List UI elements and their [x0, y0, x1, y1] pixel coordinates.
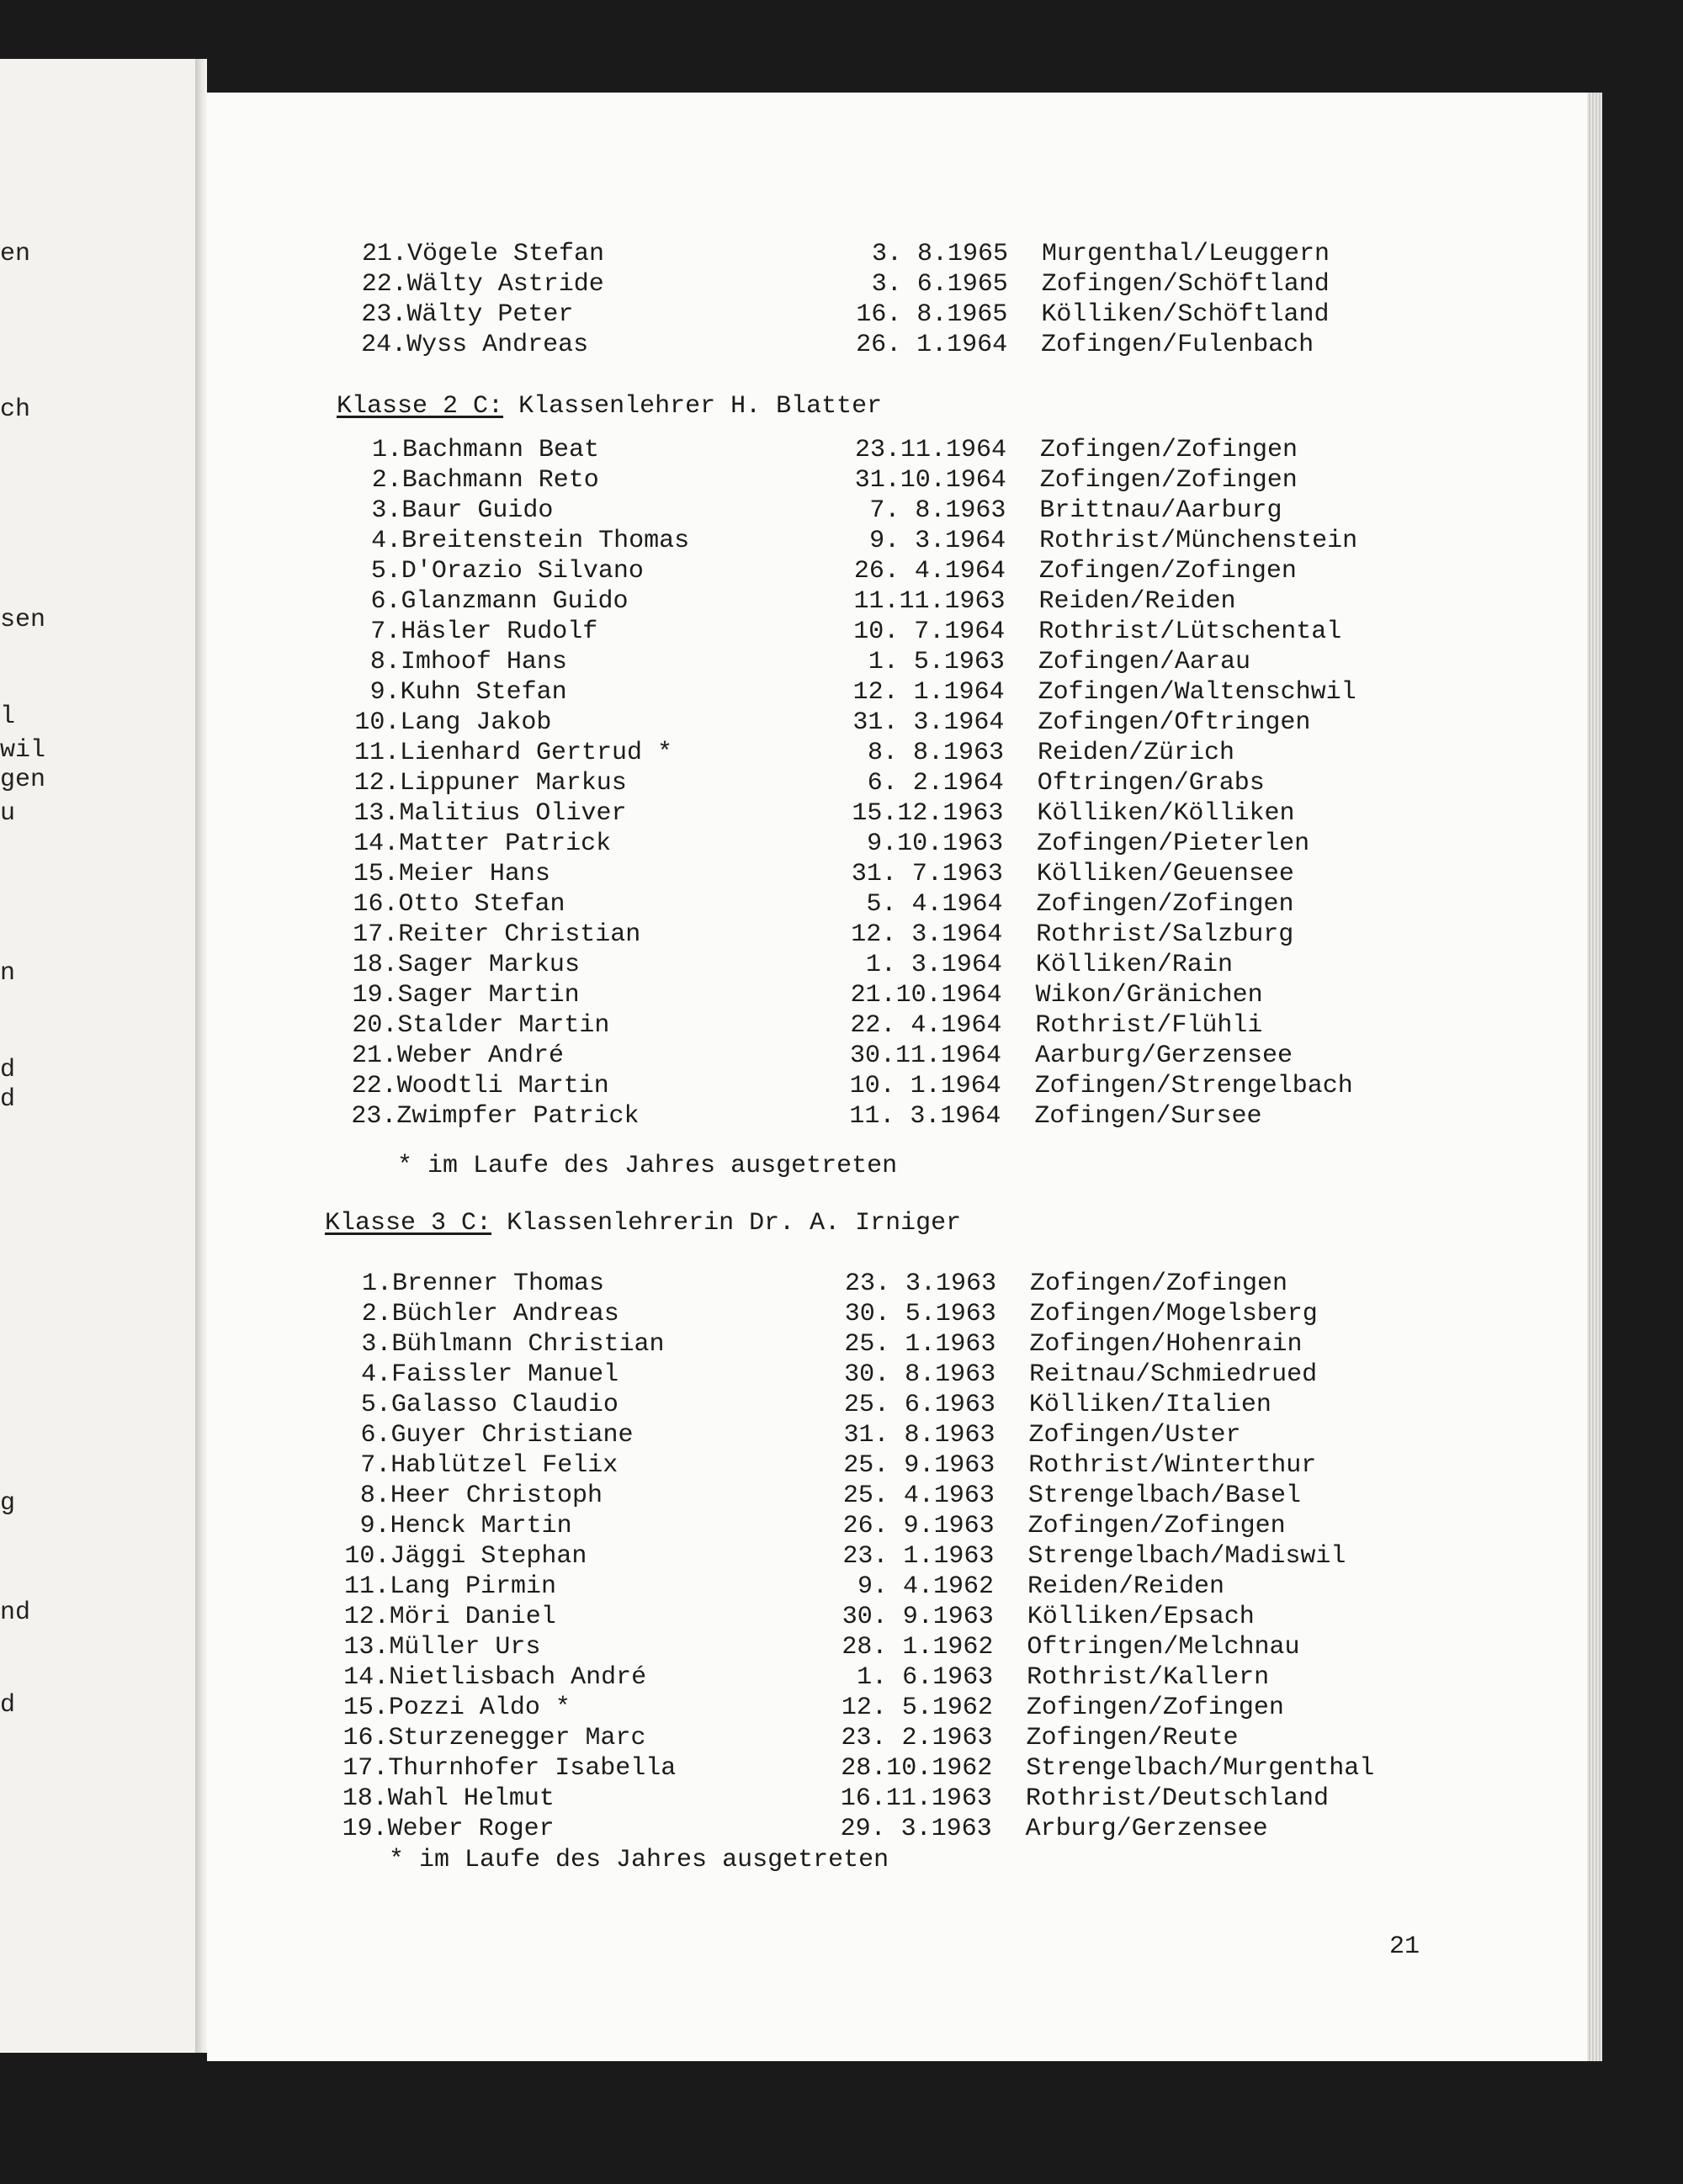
student-name: Weber André	[397, 1042, 565, 1070]
home-place: Reitnau/Schmiedrued	[1029, 1360, 1318, 1389]
home-place: Kölliken/Schöftland	[1041, 300, 1330, 329]
class-list	[207, 93, 1587, 2061]
student-name: Vögele Stefan	[407, 240, 605, 268]
row-number: 15.	[353, 860, 399, 888]
student-name: Wahl Helmut	[387, 1784, 555, 1813]
home-place: Zofingen/Oftringen	[1038, 708, 1311, 737]
home-place: Aarburg/Gerzensee	[1035, 1042, 1293, 1070]
birth-date: 21.10.1964	[850, 981, 1002, 1010]
birth-date: 12. 1.1964	[852, 678, 1005, 707]
birth-date: 3. 8.1965	[872, 240, 1009, 268]
home-place: Zofingen/Zofingen	[1026, 1694, 1284, 1722]
home-place: Zofingen/Aarau	[1038, 648, 1250, 676]
birth-date: 8. 8.1963	[868, 739, 1005, 767]
home-place: Rothrist/Flühli	[1035, 1011, 1263, 1040]
row-number: 21.	[362, 240, 408, 268]
birth-date: 1. 5.1963	[868, 648, 1005, 676]
student-name: Faissler Manuel	[391, 1360, 619, 1389]
scan-background	[207, 59, 1602, 93]
row-number: 4.	[371, 527, 402, 555]
home-place: Strengelbach/Madiswil	[1027, 1542, 1346, 1571]
row-number: 10.	[354, 708, 401, 737]
left-page-text-fragment: gen	[0, 766, 46, 794]
document-page	[207, 93, 1587, 2061]
row-number: 22.	[351, 1072, 397, 1100]
home-place: Rothrist/Kallern	[1027, 1663, 1270, 1692]
home-place: Oftringen/Melchnau	[1027, 1633, 1300, 1662]
row-number: 2.	[371, 466, 402, 495]
birth-date: 23. 2.1963	[841, 1724, 993, 1752]
birth-date: 16. 8.1965	[856, 300, 1008, 329]
birth-date: 11.11.1963	[853, 587, 1006, 616]
student-name: Sturzenegger Marc	[388, 1724, 646, 1752]
home-place: Brittnau/Aarburg	[1039, 496, 1282, 525]
home-place: Reiden/Reiden	[1027, 1572, 1225, 1601]
home-place: Rothrist/Lütschental	[1038, 618, 1342, 646]
birth-date: 31. 7.1963	[851, 860, 1003, 888]
home-place: Zofingen/Schöftland	[1041, 270, 1330, 299]
class-2c-label: Klasse 2 C:	[337, 392, 504, 421]
birth-date: 9.10.1963	[867, 830, 1004, 858]
page-stack-edge	[1587, 93, 1602, 2061]
birth-date: 31. 8.1963	[843, 1421, 995, 1450]
row-number: 7.	[360, 1451, 391, 1480]
row-number: 12.	[343, 1603, 390, 1631]
home-place: Rothrist/Deutschland	[1025, 1784, 1329, 1813]
student-name: Müller Urs	[389, 1633, 541, 1662]
student-name: Malitius Oliver	[399, 799, 627, 828]
class-3c-label: Klasse 3 C:	[325, 1209, 492, 1238]
birth-date: 6. 2.1964	[867, 769, 1004, 798]
row-number: 23.	[351, 1102, 397, 1131]
home-place: Rothrist/Münchenstein	[1039, 527, 1358, 555]
home-place: Kölliken/Geuensee	[1036, 860, 1294, 888]
left-page-text-fragment: d	[0, 1691, 16, 1720]
home-place: Zofingen/Zofingen	[1038, 557, 1297, 586]
home-place: Reiden/Zürich	[1038, 739, 1235, 767]
home-place: Zofingen/Mogelsberg	[1029, 1300, 1318, 1328]
row-number: 1.	[372, 436, 403, 464]
birth-date: 26. 1.1964	[856, 331, 1008, 359]
home-place: Zofingen/Waltenschwil	[1038, 678, 1356, 707]
row-number: 16.	[353, 890, 399, 919]
left-page-text-fragment: g	[0, 1489, 16, 1518]
home-place: Zofingen/Zofingen	[1039, 466, 1298, 495]
birth-date: 29. 3.1963	[840, 1815, 992, 1843]
birth-date: 10. 7.1964	[853, 618, 1006, 646]
row-number: 18.	[342, 1784, 388, 1813]
left-page-text-fragment: d	[0, 1085, 16, 1114]
student-name: Imhoof Hans	[400, 648, 567, 676]
student-name: Lienhard Gertrud *	[400, 739, 673, 767]
student-name: Woodtli Martin	[396, 1072, 609, 1100]
row-number: 5.	[360, 1391, 391, 1419]
student-name: Thurnhofer Isabella	[388, 1754, 677, 1783]
student-name: Sager Martin	[397, 981, 580, 1010]
home-place: Kölliken/Epsach	[1027, 1603, 1255, 1631]
row-number: 17.	[342, 1754, 389, 1783]
row-number: 23.	[361, 300, 407, 329]
student-name: Pozzi Aldo *	[388, 1694, 571, 1722]
birth-date: 12. 3.1964	[851, 920, 1003, 949]
left-page-text-fragment: en	[0, 240, 31, 268]
row-number: 3.	[371, 496, 402, 525]
home-place: Kölliken/Italien	[1028, 1391, 1272, 1419]
left-page-text-fragment: l	[0, 702, 16, 731]
student-name: Heer Christoph	[390, 1482, 603, 1510]
row-number: 11.	[344, 1572, 390, 1601]
birth-date: 9. 4.1962	[857, 1572, 995, 1601]
home-place: Strengelbach/Basel	[1027, 1482, 1301, 1510]
birth-date: 31. 3.1964	[852, 708, 1005, 737]
home-place: Kölliken/Kölliken	[1037, 799, 1295, 828]
left-page-text-fragment: sen	[0, 606, 46, 634]
home-place: Zofingen/Zofingen	[1036, 890, 1294, 919]
birth-date: 15.12.1963	[852, 799, 1004, 828]
student-name: D'Orazio Silvano	[401, 557, 644, 586]
birth-date: 1. 6.1963	[857, 1663, 994, 1692]
home-place: Zofingen/Sursee	[1034, 1102, 1262, 1131]
row-number: 20.	[352, 1011, 398, 1040]
birth-date: 23. 1.1963	[842, 1542, 995, 1571]
row-number: 9.	[359, 1512, 390, 1540]
home-place: Zofingen/Fulenbach	[1041, 331, 1314, 359]
student-name: Jäggi Stephan	[390, 1542, 587, 1571]
row-number: 13.	[353, 799, 400, 828]
row-number: 6.	[370, 587, 401, 616]
student-name: Lippuner Markus	[399, 769, 627, 798]
birth-date: 30. 5.1963	[844, 1300, 996, 1328]
student-name: Zwimpfer Patrick	[396, 1102, 640, 1131]
left-page-text-fragment: u	[0, 799, 16, 828]
home-place: Strengelbach/Murgenthal	[1026, 1754, 1375, 1783]
birth-date: 25. 4.1963	[842, 1482, 995, 1510]
home-place: Reiden/Reiden	[1038, 587, 1236, 616]
birth-date: 9. 3.1964	[869, 527, 1006, 555]
student-name: Wyss Andreas	[406, 331, 589, 359]
row-number: 7.	[370, 618, 401, 646]
row-number: 12.	[353, 769, 400, 798]
birth-date: 26. 4.1964	[853, 557, 1006, 586]
home-place: Rothrist/Salzburg	[1036, 920, 1294, 949]
row-number: 3.	[361, 1330, 392, 1359]
birth-date: 23.11.1964	[855, 436, 1007, 464]
row-number: 24.	[361, 331, 407, 359]
left-page-text-fragment: wil	[0, 736, 46, 765]
row-number: 19.	[342, 1815, 388, 1843]
birth-date: 28. 1.1962	[842, 1633, 994, 1662]
row-number: 6.	[360, 1421, 391, 1450]
row-number: 8.	[359, 1482, 390, 1510]
home-place: Zofingen/Strengelbach	[1034, 1072, 1353, 1100]
student-name: Guyer Christiane	[390, 1421, 634, 1450]
row-number: 14.	[343, 1663, 390, 1692]
student-name: Kuhn Stefan	[400, 678, 567, 707]
birth-date: 22. 4.1964	[850, 1011, 1002, 1040]
row-number: 19.	[352, 981, 398, 1010]
row-number: 8.	[369, 648, 401, 676]
left-page-text-fragment: d	[0, 1056, 16, 1084]
row-number: 16.	[342, 1724, 389, 1752]
student-name: Hablützel Felix	[390, 1451, 619, 1480]
home-place: Arburg/Gerzensee	[1025, 1815, 1268, 1843]
student-name: Stalder Martin	[397, 1011, 610, 1040]
student-name: Reiter Christian	[398, 920, 641, 949]
birth-date: 30.11.1964	[850, 1042, 1002, 1070]
birth-date: 25. 1.1963	[844, 1330, 996, 1359]
student-name: Büchler Andreas	[391, 1300, 619, 1328]
class-3c-heading	[325, 1208, 961, 1238]
student-name: Lang Pirmin	[390, 1572, 557, 1601]
student-name: Sager Markus	[397, 951, 580, 979]
student-name: Galasso Claudio	[390, 1391, 619, 1419]
row-number: 1.	[362, 1270, 393, 1298]
row-number: 11.	[354, 739, 401, 767]
student-name: Brenner Thomas	[392, 1270, 605, 1298]
home-place: Zofingen/Zofingen	[1040, 436, 1298, 464]
row-number: 9.	[369, 678, 401, 707]
student-name: Matter Patrick	[399, 830, 612, 858]
student-name: Bachmann Beat	[402, 436, 600, 464]
birth-date: 25. 9.1963	[843, 1451, 995, 1480]
home-place: Zofingen/Hohenrain	[1029, 1330, 1303, 1359]
student-name: Meier Hans	[398, 860, 550, 888]
home-place: Zofingen/Pieterlen	[1037, 830, 1310, 858]
home-place: Wikon/Gränichen	[1035, 981, 1263, 1010]
birth-date: 31.10.1964	[854, 466, 1006, 495]
row-number: 17.	[353, 920, 399, 949]
student-name: Bachmann Reto	[401, 466, 599, 495]
left-page-edge	[0, 59, 200, 2053]
birth-date: 25. 6.1963	[843, 1391, 995, 1419]
class-3c-teacher: Klassenlehrerin Dr. A. Irniger	[507, 1209, 962, 1238]
class-2c-teacher: Klassenlehrer H. Blatter	[518, 392, 883, 421]
birth-date: 11. 3.1964	[849, 1102, 1001, 1131]
page-number: 21	[1389, 1932, 1420, 1961]
birth-date: 23. 3.1963	[845, 1270, 997, 1298]
student-name: Nietlisbach André	[389, 1663, 647, 1692]
row-number: 10.	[344, 1542, 390, 1571]
row-number: 21.	[352, 1042, 398, 1070]
row-number: 22.	[361, 270, 407, 299]
home-place: Zofingen/Reute	[1026, 1724, 1239, 1752]
student-name: Weber Roger	[387, 1815, 555, 1843]
row-number: 14.	[353, 830, 400, 858]
birth-date: 5. 4.1964	[866, 890, 1003, 919]
class-2c-heading	[337, 391, 882, 421]
birth-date: 26. 9.1963	[842, 1512, 995, 1540]
birth-date: 10. 1.1964	[849, 1072, 1001, 1100]
home-place: Zofingen/Zofingen	[1030, 1270, 1288, 1298]
class-3c-footnote: * im Laufe des Jahres ausgetreten	[389, 1846, 889, 1874]
row-number: 13.	[343, 1633, 390, 1662]
home-place: Zofingen/Uster	[1028, 1421, 1241, 1450]
book-gutter	[195, 59, 207, 2053]
student-name: Häsler Rudolf	[401, 618, 598, 646]
left-page-text-fragment: nd	[0, 1598, 31, 1627]
student-name: Henck Martin	[390, 1512, 572, 1540]
class-2c-footnote: * im Laufe des Jahres ausgetreten	[397, 1152, 898, 1180]
row-number: 4.	[361, 1360, 392, 1389]
birth-date: 3. 6.1965	[871, 270, 1008, 299]
row-number: 2.	[361, 1300, 392, 1328]
row-number: 15.	[342, 1694, 389, 1722]
student-name: Wälty Peter	[406, 300, 574, 329]
home-place: Oftringen/Grabs	[1037, 769, 1265, 798]
birth-date: 1. 3.1964	[865, 951, 1002, 979]
home-place: Rothrist/Winterthur	[1028, 1451, 1317, 1480]
student-name: Bühlmann Christian	[391, 1330, 665, 1359]
birth-date: 12. 5.1962	[841, 1694, 993, 1722]
birth-date: 16.11.1963	[840, 1784, 992, 1813]
student-name: Wälty Astride	[406, 270, 604, 299]
home-place: Kölliken/Rain	[1035, 951, 1233, 979]
row-number: 5.	[370, 557, 401, 586]
left-page-text-fragment: n	[0, 959, 16, 988]
student-name: Möri Daniel	[389, 1603, 556, 1631]
birth-date: 28.10.1962	[841, 1754, 993, 1783]
row-number: 18.	[352, 951, 398, 979]
birth-date: 30. 9.1963	[842, 1603, 994, 1631]
student-name: Baur Guido	[401, 496, 554, 525]
home-place: Zofingen/Zofingen	[1027, 1512, 1286, 1540]
student-name: Breitenstein Thomas	[401, 527, 690, 555]
birth-date: 30. 8.1963	[844, 1360, 996, 1389]
student-name: Glanzmann Guido	[401, 587, 629, 616]
birth-date: 7. 8.1963	[869, 496, 1006, 525]
left-page-text-fragment: ch	[0, 395, 31, 424]
student-name: Lang Jakob	[400, 708, 552, 737]
home-place: Murgenthal/Leuggern	[1042, 240, 1330, 268]
student-name: Otto Stefan	[398, 890, 565, 919]
